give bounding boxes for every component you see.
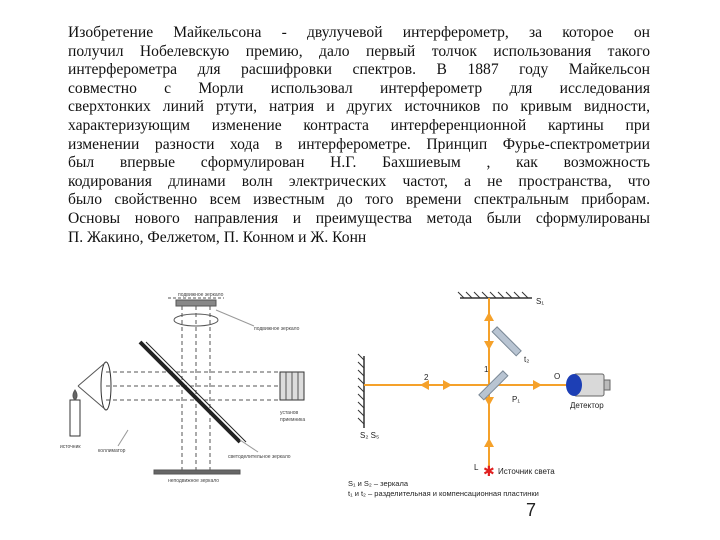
- text-line: Изобретение Майкельсона - двулучевой интерферометр, за которое он: [68, 24, 650, 41]
- compensating-plate: [492, 327, 521, 356]
- text-line: было свойственно всем известным до того времени спектральным приборам.: [68, 191, 650, 209]
- label-right-2: приемника: [280, 417, 306, 423]
- text-line: был впервые сформулирован Н.Г. Бахшиевым , как возможность: [68, 154, 650, 172]
- label-s1: S₁: [536, 297, 545, 306]
- main-paragraph: [68, 24, 650, 247]
- page-number: 7: [526, 500, 537, 520]
- label-p: P₁: [512, 395, 521, 404]
- text-line: характеризующим изменение контраста интерференционной картины при: [68, 116, 650, 134]
- label-l: L: [474, 463, 479, 472]
- text-line: изменении разности хода в интерферометре. Принцип Фурье-спектрометрии: [68, 135, 650, 153]
- text-line: интерферометра для расшифровки спектров. В 1887 году Майкельсон: [68, 61, 650, 79]
- label-right-1: установ: [280, 410, 299, 416]
- text-line: Основы нового направления и преимущества метода были сформулированы: [68, 209, 650, 227]
- michelson-sketch-figure: [58, 290, 320, 486]
- legend-line-2: t₁ и t₂ – разделительная и компенсационная пластинки: [348, 489, 539, 498]
- label-source: Источник света: [498, 467, 555, 476]
- text-line: кодирования длинами волн электрических частот, а не пространства, что: [68, 172, 650, 190]
- text-line: совместно с Морли использовал интерферометр для исследования: [68, 79, 650, 97]
- label-o: O: [554, 372, 561, 381]
- label-two: 2: [424, 373, 429, 382]
- light-source-star: ✱: [483, 463, 495, 479]
- moving-mirror: [176, 300, 216, 306]
- legend-line-1: S₁ и S₂ – зеркала: [348, 479, 409, 488]
- label-top-mirror: подвижное зеркало: [178, 292, 224, 298]
- beam-splitter: [140, 342, 240, 442]
- label-s2: S₂ S₅: [360, 431, 380, 440]
- fixed-mirror: [154, 470, 240, 474]
- text-line: получил Нобелевскую премию, дало первый толчок использования такого: [68, 42, 650, 60]
- label-bottom-mid: светоделительное зеркало: [228, 454, 291, 460]
- label-source: источник: [60, 444, 81, 450]
- text-line: П. Жакино, Фелжетом, П. Конном и Ж. Конн: [68, 228, 367, 246]
- source-candle: [70, 400, 80, 436]
- label-one: 1: [484, 365, 489, 374]
- detector-device: [566, 374, 610, 396]
- label-t2: t₂: [524, 355, 530, 364]
- michelson-schematic-figure: [342, 288, 642, 500]
- text-line: сверхтонких линий ртути, натрия и других источников по кривым видности,: [68, 98, 650, 116]
- label-detector: Детектор: [570, 401, 604, 410]
- label-bottom: неподвижное зеркало: [168, 478, 219, 484]
- label-top-right: подвижное зеркало: [254, 326, 300, 332]
- label-collimator: коллиматор: [98, 448, 126, 454]
